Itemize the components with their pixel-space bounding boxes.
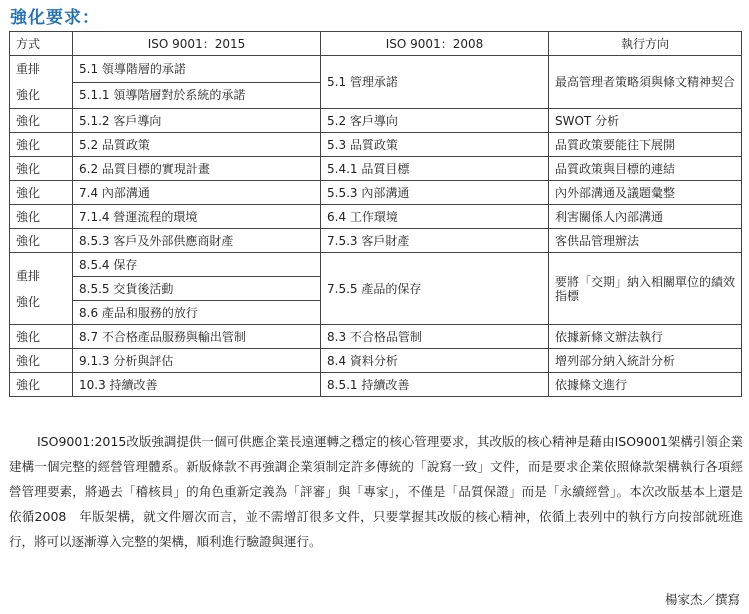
- header-method: 方式: [10, 32, 73, 56]
- iso2008-cell: 5.3 品質政策: [321, 133, 549, 157]
- iso2015-cell: 5.1.2 客戶導向: [73, 109, 321, 133]
- iso2015-cell: 8.5.3 客戶及外部供應商財產: [73, 229, 321, 253]
- method-line: 重排: [16, 268, 41, 283]
- iso2008-cell: 8.4 資料分析: [321, 349, 549, 373]
- iso2008-cell: 5.2 客戶導向: [321, 109, 549, 133]
- direction-cell: 客供品管理辦法: [549, 229, 742, 253]
- iso2015-cell: 8.5.4 保存: [73, 253, 321, 277]
- iso2015-cell: 5.1 領導階層的承諾: [73, 56, 321, 83]
- direction-cell: 依據新條文辦法執行: [549, 325, 742, 349]
- iso2015-cell: 10.3 持續改善: [73, 373, 321, 397]
- body-paragraph: [9, 429, 743, 554]
- method-cell: 強化: [10, 133, 73, 157]
- method-cell: 強化: [10, 205, 73, 229]
- iso2008-cell: 5.4.1 品質目標: [321, 157, 549, 181]
- method-line: 重排: [16, 62, 41, 76]
- iso2015-cell: 5.2 品質政策: [73, 133, 321, 157]
- body-paragraph-text: ISO9001:2015改版強調提供一個可供應企業長遠運轉之穩定的核心管理要求，其改版的核心精神是藉由ISO9001架構引領企業建構一個完整的經營管理體系。新版條款不再強調企業須制定許多傳統的「說寫一致」文件，而是要求企業依照條款架構執行各項經營管理要素，將過去「稽核員」的角色重新定義為「評審」與「專家」，不僅是「品質保證」而是「永續經營」。本次改版基本上還是依循2008 年版架構，就文件層次而言，並不需增訂很多文件，只要掌握其改版的核心精神，依循上表列中的執行方向按部就班進行，將可以逐漸導入完整的架構，順利進行驗證與運行。: [9, 434, 743, 549]
- method-line: 強化: [16, 294, 41, 309]
- iso2015-cell: 8.5.5 交貨後活動: [73, 277, 321, 301]
- direction-cell: 依據條文進行: [549, 373, 742, 397]
- direction-cell: SWOT 分析: [549, 109, 742, 133]
- iso2008-cell: 6.4 工作環境: [321, 205, 549, 229]
- table-row: [10, 229, 742, 253]
- direction-cell: 利害關係人內部溝通: [549, 205, 742, 229]
- iso2008-cell: 8.3 不合格品管制: [321, 325, 549, 349]
- iso2008-cell: 5.1 管理承諾: [321, 56, 549, 109]
- direction-cell: 內外部溝通及議題彙整: [549, 181, 742, 205]
- header-iso2008: ISO 9001：2008: [321, 32, 549, 56]
- method-cell: 強化: [10, 229, 73, 253]
- direction-cell: 品質政策要能往下展開: [549, 133, 742, 157]
- direction-cell: 增列部分納入統計分析: [549, 349, 742, 373]
- table-row: [10, 56, 742, 83]
- table-row: [10, 205, 742, 229]
- iso2015-cell: 6.2 品質目標的實現計畫: [73, 157, 321, 181]
- author-credit: 楊家杰／撰寫: [664, 592, 740, 607]
- table-row: [10, 157, 742, 181]
- method-cell: [10, 56, 73, 109]
- table-row: [10, 181, 742, 205]
- iso2008-cell: 7.5.5 產品的保存: [321, 253, 549, 325]
- iso2015-cell: 5.1.1 領導階層對於系統的承諾: [73, 82, 321, 109]
- direction-cell: 品質政策與目標的連結: [549, 157, 742, 181]
- header-iso2015: ISO 9001：2015: [73, 32, 321, 56]
- method-cell: 強化: [10, 181, 73, 205]
- iso2008-cell: 5.5.3 內部溝通: [321, 181, 549, 205]
- table-row: [10, 349, 742, 373]
- table-row: [10, 133, 742, 157]
- requirements-table: [9, 31, 742, 397]
- direction-cell: 要將「交期」納入相關單位的績效指標: [549, 253, 742, 325]
- iso2008-cell: 7.5.3 客戶財產: [321, 229, 549, 253]
- method-cell: 強化: [10, 325, 73, 349]
- iso2015-cell: 9.1.3 分析與評估: [73, 349, 321, 373]
- iso2008-cell: 8.5.1 持續改善: [321, 373, 549, 397]
- method-cell: 強化: [10, 109, 73, 133]
- table-header-row: [10, 32, 742, 56]
- method-line: 強化: [16, 88, 41, 102]
- page-title: 強化要求：: [10, 8, 100, 28]
- table-row: [10, 325, 742, 349]
- method-cell: [10, 253, 73, 325]
- iso2015-cell: 8.7 不合格產品服務與輸出管制: [73, 325, 321, 349]
- method-cell: 強化: [10, 373, 73, 397]
- table-row: [10, 109, 742, 133]
- direction-cell: 最高管理者策略須與條文精神契合: [549, 56, 742, 109]
- iso2015-cell: 7.4 內部溝通: [73, 181, 321, 205]
- table-row: [10, 373, 742, 397]
- method-cell: 強化: [10, 157, 73, 181]
- header-direction: 執行方向: [549, 32, 742, 56]
- iso2015-cell: 7.1.4 營運流程的環境: [73, 205, 321, 229]
- method-cell: 強化: [10, 349, 73, 373]
- iso2015-cell: 8.6 產品和服務的放行: [73, 301, 321, 325]
- table-row: [10, 253, 742, 277]
